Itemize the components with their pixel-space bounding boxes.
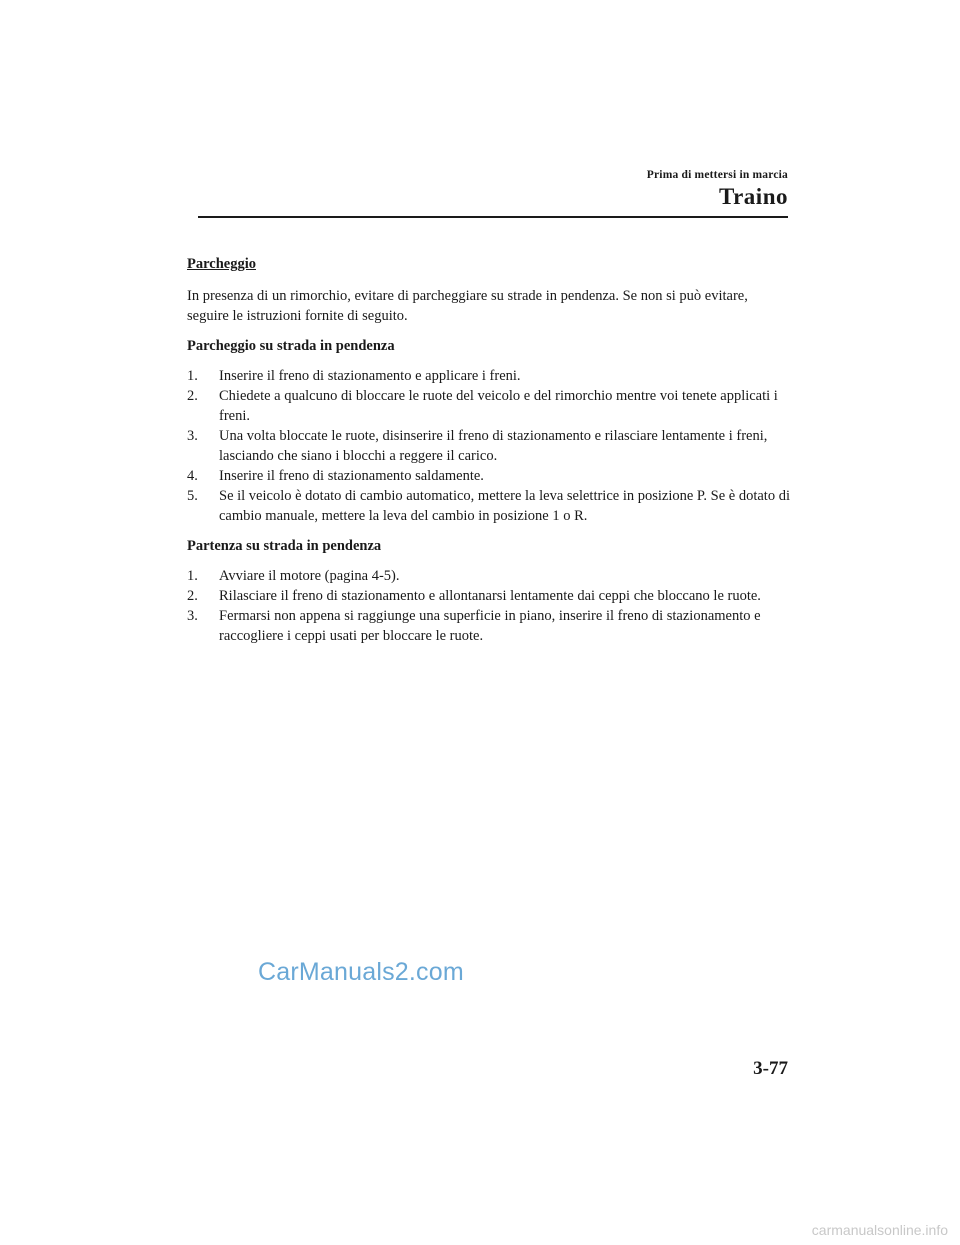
step-text: Fermarsi non appena si raggiunge una superficie in piano, inserire il freno di stazionamento e raccogliere i ceppi usati per bloccare le ruote. — [219, 608, 761, 644]
watermark-link[interactable]: CarManuals2.com — [258, 958, 464, 986]
header-divider — [198, 216, 788, 218]
parking-slope-heading: Parcheggio su strada in pendenza — [187, 338, 395, 354]
step-text: Chiedete a qualcuno di bloccare le ruote del veicolo e del rimorchio mentre voi tenete applicati i freni. — [219, 388, 778, 424]
list-item — [187, 386, 792, 426]
list-item — [187, 566, 792, 586]
section-title: Parcheggio — [187, 256, 256, 272]
step-number: 3. — [187, 428, 198, 444]
step-number: 2. — [187, 588, 198, 604]
step-number: 5. — [187, 488, 198, 504]
step-text: Se il veicolo è dotato di cambio automatico, mettere la leva selettrice in posizione P. Se è dotato di cambio manuale, mettere la leva del cambio in posizione 1 o R. — [219, 488, 790, 524]
step-text: Inserire il freno di stazionamento saldamente. — [219, 468, 484, 484]
step-number: 3. — [187, 608, 198, 624]
step-number: 2. — [187, 388, 198, 404]
step-number: 4. — [187, 468, 198, 484]
list-item — [187, 466, 792, 486]
starting-slope-steps — [187, 566, 792, 646]
chapter-subtitle: Prima di mettersi in marcia — [646, 169, 788, 181]
list-item — [187, 426, 792, 466]
intro-paragraph: In presenza di un rimorchio, evitare di parcheggiare su strade in pendenza. Se non si può evitare, seguire le istruzioni fornite di seguito. — [187, 288, 748, 324]
list-item — [187, 586, 792, 606]
starting-slope-heading: Partenza su strada in pendenza — [187, 538, 382, 554]
step-text: Avviare il motore (pagina 4-5). — [219, 568, 400, 584]
footer-watermark: carmanualsonline.info — [811, 1222, 948, 1238]
list-item — [187, 486, 792, 526]
page-number: 3-77 — [753, 1058, 788, 1079]
step-text: Una volta bloccate le ruote, disinserire il freno di stazionamento e rilasciare lentamente i freni, lasciando che siano i blocchi a reggere il carico. — [219, 428, 768, 464]
step-number: 1. — [187, 568, 198, 584]
page-title: Traino — [718, 184, 788, 209]
step-number: 1. — [187, 368, 198, 384]
page-header — [198, 168, 788, 211]
step-text: Inserire il freno di stazionamento e applicare i freni. — [219, 368, 521, 384]
list-item — [187, 606, 792, 646]
list-item — [187, 366, 792, 386]
step-text: Rilasciare il freno di stazionamento e allontanarsi lentamente dai ceppi che bloccano le ruote. — [219, 588, 761, 604]
parking-slope-steps — [187, 366, 792, 526]
page-content — [187, 254, 792, 656]
